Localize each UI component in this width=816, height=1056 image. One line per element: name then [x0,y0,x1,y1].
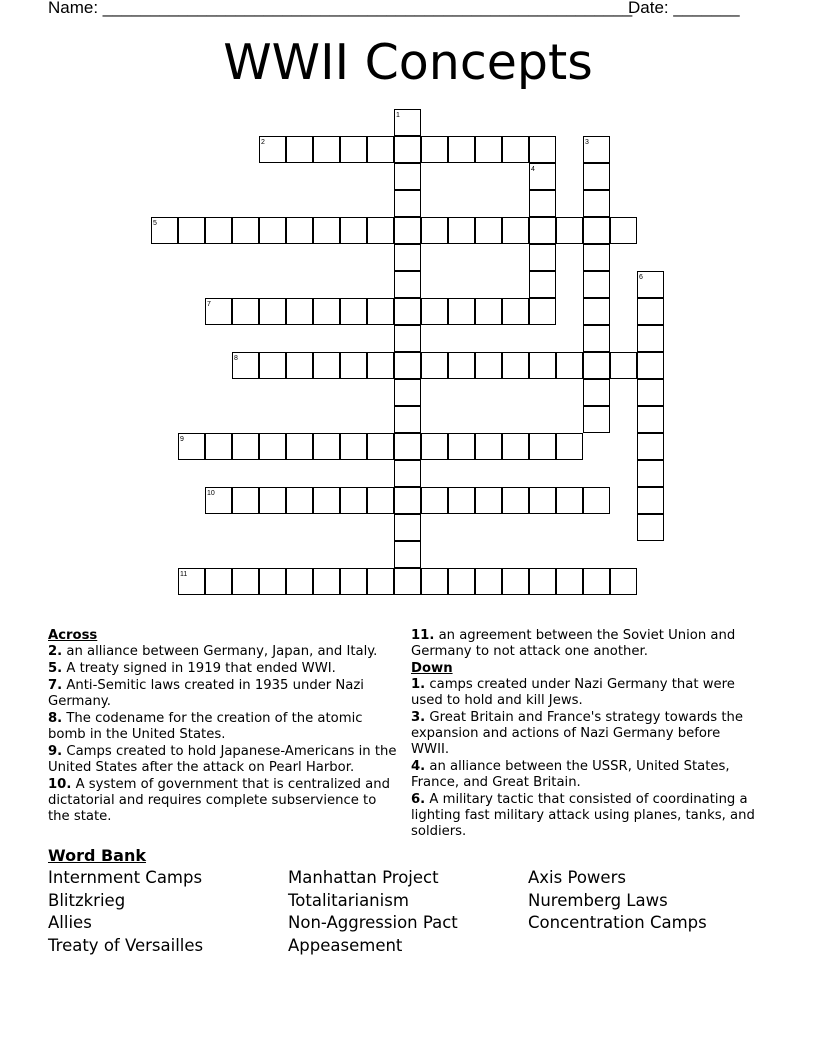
grid-cell[interactable] [529,433,556,460]
clue-down-3: 3. Great Britain and France's strategy towards the expansion and actions of Nazi Germany before WWII. [411,710,743,757]
grid-cell[interactable] [394,379,421,406]
grid-cell[interactable] [313,487,340,514]
grid-cell[interactable] [475,298,502,325]
grid-cell[interactable] [340,433,367,460]
clue-number-label: 9 [180,436,184,443]
grid-cell[interactable] [502,352,529,379]
date-field[interactable]: Date: _______ [628,0,740,17]
grid-cell[interactable] [502,487,529,514]
grid-cell[interactable] [367,568,394,595]
clue-across-10: 10. A system of government that is centralized and dictatorial and requires complete subservience to the state. [48,777,390,824]
word-bank-column-3 [528,867,707,935]
grid-cell[interactable] [448,433,475,460]
word-bank-item: Allies [48,913,92,932]
word-bank-column-2 [288,867,458,957]
word-bank-item: Blitzkrieg [48,890,126,910]
grid-cell[interactable] [475,352,502,379]
grid-cell[interactable] [286,136,313,163]
word-bank-item: Nuremberg Laws [528,890,668,910]
clue-across-11: 11. an agreement between the Soviet Union and Germany to not attack one another. [411,628,736,659]
grid-cell[interactable] [556,217,583,244]
clue-number-label: 1 [396,112,400,119]
grid-cell[interactable] [394,325,421,352]
word-bank-column-1 [48,867,203,957]
grid-cell[interactable] [448,568,475,595]
grid-cell[interactable] [475,487,502,514]
grid-cell[interactable] [394,298,421,325]
grid-cell[interactable] [529,271,556,298]
grid-cell[interactable] [583,298,610,325]
grid-cell[interactable] [394,271,421,298]
grid-cell[interactable] [421,352,448,379]
grid-cell[interactable] [475,217,502,244]
grid-cell[interactable] [529,190,556,217]
name-field[interactable]: Name: ________________________________________________________ [48,0,633,17]
grid-cell[interactable] [340,568,367,595]
grid-cell[interactable] [340,217,367,244]
clue-across-8: 8. The codename for the creation of the atomic bomb in the United States. [48,711,363,742]
grid-cell[interactable] [421,136,448,163]
clue-number-label: 10 [207,490,215,497]
grid-cell[interactable] [394,433,421,460]
grid-cell[interactable] [394,163,421,190]
grid-cell[interactable] [610,352,637,379]
grid-cell[interactable] [286,352,313,379]
grid-cell[interactable] [367,217,394,244]
grid-cell[interactable] [286,568,313,595]
grid-cell[interactable] [367,136,394,163]
word-bank-item: Totalitarianism [288,890,409,910]
grid-cell[interactable] [394,568,421,595]
grid-cell[interactable] [232,298,259,325]
grid-cell[interactable] [286,433,313,460]
grid-cell[interactable] [259,568,286,595]
grid-cell[interactable] [529,298,556,325]
word-bank-item: Manhattan Project [288,868,439,887]
word-bank-item: Appeasement [288,935,403,955]
clue-across-2: 2. an alliance between Germany, Japan, and Italy. [48,644,378,659]
clue-down-4: 4. an alliance between the USSR, United States, France, and Great Britain. [411,759,730,790]
grid-cell[interactable] [205,217,232,244]
grid-cell[interactable] [475,568,502,595]
grid-cell[interactable] [286,487,313,514]
grid-cell[interactable] [529,352,556,379]
grid-cell[interactable] [178,217,205,244]
grid-cell[interactable] [205,433,232,460]
grid-cell[interactable] [259,298,286,325]
grid-cell[interactable] [556,433,583,460]
grid-cell[interactable] [475,433,502,460]
grid-cell[interactable] [556,487,583,514]
grid-cell[interactable] [421,217,448,244]
grid-cell[interactable] [583,325,610,352]
grid-cell[interactable] [583,244,610,271]
clue-down-1: 1. camps created under Nazi Germany that were used to hold and kill Jews. [411,677,735,708]
word-bank-item: Non-Aggression Pact [288,913,458,932]
grid-cell[interactable] [637,352,664,379]
grid-cell[interactable] [583,163,610,190]
word-bank-item: Concentration Camps [528,913,707,932]
grid-cell[interactable] [502,298,529,325]
grid-cell[interactable] [394,487,421,514]
grid-cell[interactable] [340,298,367,325]
grid-cell[interactable] [421,568,448,595]
grid-cell[interactable] [313,217,340,244]
clue-number-label: 5 [153,220,157,227]
clue-down-6: 6. A military tactic that consisted of coordinating a lighting fast military attack using planes, tanks, and soldiers. [411,792,755,839]
grid-cell[interactable] [448,487,475,514]
grid-cell[interactable] [583,217,610,244]
clue-number-label: 2 [261,139,265,146]
grid-cell[interactable] [637,460,664,487]
grid-cell[interactable] [556,568,583,595]
grid-cell[interactable] [394,136,421,163]
grid-cell[interactable] [583,379,610,406]
grid-cell[interactable] [259,352,286,379]
word-bank-item: Axis Powers [528,868,626,887]
grid-cell[interactable] [340,136,367,163]
grid-cell[interactable] [637,325,664,352]
grid-cell[interactable] [232,433,259,460]
grid-cell[interactable] [529,136,556,163]
grid-cell[interactable] [529,217,556,244]
grid-cell[interactable] [394,406,421,433]
grid-cell[interactable] [583,568,610,595]
grid-cell[interactable] [394,352,421,379]
down-clues-column [411,628,761,841]
grid-cell[interactable] [502,136,529,163]
grid-cell[interactable] [502,217,529,244]
clue-number-label: 7 [207,301,211,308]
clue-number-label: 3 [585,139,589,146]
grid-cell[interactable] [583,352,610,379]
grid-cell[interactable] [610,217,637,244]
page-title: WWII Concepts [223,34,593,91]
grid-cell[interactable] [448,298,475,325]
grid-cell[interactable] [313,298,340,325]
grid-cell[interactable] [583,271,610,298]
grid-cell[interactable] [232,568,259,595]
grid-cell[interactable] [394,217,421,244]
grid-cell[interactable] [313,433,340,460]
grid-cell[interactable] [583,406,610,433]
grid-cell[interactable] [313,568,340,595]
down-heading: Down [411,661,453,676]
grid-cell[interactable] [637,379,664,406]
grid-cell[interactable] [394,514,421,541]
grid-cell[interactable] [421,487,448,514]
across-clues-column [48,628,398,826]
grid-cell[interactable] [610,568,637,595]
grid-cell[interactable] [475,136,502,163]
grid-cell[interactable] [583,190,610,217]
word-bank-item: Internment Camps [48,868,203,887]
grid-cell[interactable] [367,298,394,325]
grid-cell[interactable] [340,487,367,514]
grid-cell[interactable] [637,298,664,325]
grid-cell[interactable] [232,217,259,244]
grid-cell[interactable] [448,217,475,244]
grid-cell[interactable] [637,433,664,460]
grid-cell[interactable] [529,244,556,271]
grid-cell[interactable] [313,136,340,163]
grid-cell[interactable] [232,487,259,514]
clue-across-9: 9. Camps created to hold Japanese-Americans in the United States after the attack on Pearl Harbor. [48,744,397,775]
grid-cell[interactable] [286,217,313,244]
grid-cell[interactable] [448,352,475,379]
clue-number-label: 11 [180,571,188,578]
grid-cell[interactable] [583,487,610,514]
clue-number-label: 8 [234,355,238,362]
clue-number-label: 4 [531,166,535,173]
clue-across-7: 7. Anti-Semitic laws created in 1935 under Nazi Germany. [48,678,364,709]
grid-cell[interactable] [259,433,286,460]
grid-cell[interactable] [529,487,556,514]
grid-cell[interactable] [313,352,340,379]
word-bank-title: Word Bank [48,846,147,865]
grid-cell[interactable] [394,541,421,568]
clue-across-5: 5. A treaty signed in 1919 that ended WWI. [48,661,336,676]
grid-cell[interactable] [394,244,421,271]
grid-cell[interactable] [394,190,421,217]
grid-cell[interactable] [394,460,421,487]
grid-cell[interactable] [502,433,529,460]
grid-cell[interactable] [367,352,394,379]
word-bank-item: Treaty of Versailles [48,935,204,955]
clue-number-label: 6 [639,274,643,281]
grid-cell[interactable] [259,217,286,244]
grid-cell[interactable] [556,352,583,379]
grid-cell[interactable] [529,568,556,595]
grid-cell[interactable] [286,298,313,325]
grid-cell[interactable] [637,406,664,433]
grid-cell[interactable] [502,568,529,595]
grid-cell[interactable] [421,433,448,460]
grid-cell[interactable] [367,487,394,514]
grid-cell[interactable] [205,568,232,595]
grid-cell[interactable] [448,136,475,163]
grid-cell[interactable] [637,487,664,514]
grid-cell[interactable] [340,352,367,379]
grid-cell[interactable] [259,487,286,514]
grid-cell[interactable] [637,514,664,541]
grid-cell[interactable] [367,433,394,460]
grid-cell[interactable] [421,298,448,325]
across-heading: Across [48,628,98,643]
